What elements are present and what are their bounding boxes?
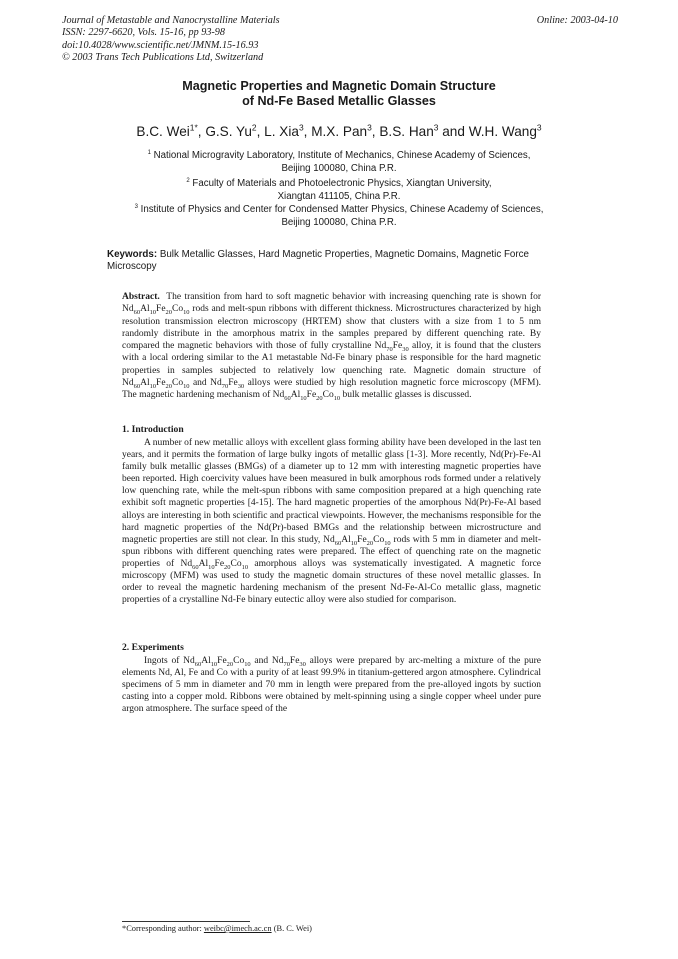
author-sup: 3 bbox=[433, 122, 439, 133]
affiliation-address: Beijing 100080, China P.R. bbox=[281, 216, 397, 228]
affiliation-2 bbox=[0, 178, 678, 203]
element: Fe bbox=[217, 656, 227, 666]
author-sup: 3 bbox=[298, 122, 304, 133]
subscript: 70 bbox=[221, 382, 229, 390]
affiliation-number: 1 bbox=[147, 149, 151, 156]
author-sup: 1* bbox=[189, 122, 198, 133]
author-sep: , bbox=[303, 124, 312, 139]
conjunction: and bbox=[250, 656, 272, 666]
element: Co bbox=[171, 378, 184, 389]
subscript: 10 bbox=[208, 563, 215, 571]
subscript: 20 bbox=[165, 309, 172, 317]
element: Fe bbox=[306, 390, 317, 401]
element: Co bbox=[171, 304, 184, 315]
body-text: A number of new metallic alloys with excellent glass forming ability have been developed in the last ten years, and it permits the formation of large bulky ingots of metallic glass [1-3]. More recently, Nd(Pr)-Fe-Al family bulk metallic glasses (BMGs) of a diameter up to 12 mm with interesting magnetic properties have been reported. High coercivity values have been measured in bulk amorphous rods formed under a relatively low quenching rate, while the melt-spun ribbons with same composition prepared at a high quenching rate exhibit soft magnetic properties [4-15]. The hard magnetic properties of the amorphous Nd(Pr)-Fe-Al based alloys are interesting in both scientific and practical viewpoints. However, the mechanisms responsible for the hard magnetic properties of the Nd(Pr)-based BMGs and the relationship between microstructure and magnetic properties are still not clear. In this study, Nd bbox=[122, 438, 541, 545]
author-sup: 3 bbox=[367, 122, 372, 133]
footnote bbox=[122, 924, 312, 933]
author-sup: 3 bbox=[536, 122, 542, 133]
author-sup: 2 bbox=[251, 122, 257, 133]
author-name: L. Xia bbox=[264, 124, 299, 139]
element: Fe bbox=[156, 304, 166, 315]
body-text: rods with 5 mm in diameter and melt-spun ribbons with different quenching rates were prepared. The effect of quenching rate on the magnetic properties of Nd bbox=[122, 534, 541, 569]
element: Fe bbox=[156, 378, 166, 389]
online-date: Online: 2003-04-10 bbox=[536, 15, 618, 26]
title-line-1: Magnetic Properties and Magnetic Domain Structure bbox=[182, 79, 496, 93]
affiliation-number: 3 bbox=[134, 203, 138, 210]
subscript: 20 bbox=[165, 382, 172, 390]
conjunction: and bbox=[189, 378, 211, 389]
subscript: 10 bbox=[244, 660, 251, 668]
subscript: 60 bbox=[133, 309, 141, 317]
abstract-text: alloys were studied by high resolution magnetic force microscopy (MFM). The magnetic hardening mechanism of Nd bbox=[122, 378, 541, 401]
subscript: 60 bbox=[334, 539, 342, 547]
element: Al bbox=[341, 534, 351, 545]
footnote-divider bbox=[122, 921, 250, 922]
affiliation-address: Beijing 100080, China P.R. bbox=[281, 162, 397, 174]
element: Co bbox=[230, 558, 242, 569]
keywords bbox=[107, 249, 547, 274]
affiliation-text: National Microgravity Laboratory, Institute of Mechanics, Chinese Academy of Sciences, bbox=[153, 150, 531, 161]
element: Co bbox=[322, 390, 334, 401]
element: Fe bbox=[392, 341, 403, 352]
introduction-paragraph bbox=[122, 437, 541, 606]
subscript: 20 bbox=[316, 395, 323, 403]
body-text: amorphous alloys was systematically investigated. A magnetic force microscopy (MFM) was used to study the magnetic domain structures of these novel metallic glasses. In order to reveal the magnetic hardening mechanism of the present Nd-Fe-Al-Co metallic glass, magnetic properties of a crystalline Nd-Fe binary eutectic alloy were also studied for comparison. bbox=[122, 558, 541, 606]
paper-title bbox=[0, 79, 678, 109]
issn: ISSN: 2297-6620, Vols. 15-16, pp 93-98 bbox=[62, 27, 225, 39]
subscript: 10 bbox=[183, 382, 190, 390]
author-name: G.S. Yu bbox=[205, 124, 252, 139]
abstract-label: Abstract. bbox=[122, 292, 160, 302]
author-sep: and bbox=[438, 124, 469, 139]
author-name: B.C. Wei bbox=[136, 124, 190, 139]
subscript: 30 bbox=[402, 346, 409, 354]
keywords-text: Bulk Metallic Glasses, Hard Magnetic Properties, Magnetic Domains, Magnetic Force Microscopy bbox=[107, 249, 529, 273]
element: Al bbox=[290, 390, 301, 401]
subscript: 10 bbox=[350, 539, 358, 547]
subscript: 60 bbox=[192, 563, 199, 571]
footnote-label: *Corresponding author: bbox=[122, 924, 204, 933]
subscript: 70 bbox=[386, 346, 393, 354]
subscript: 20 bbox=[224, 563, 231, 571]
subscript: 10 bbox=[210, 660, 218, 668]
subscript: 10 bbox=[149, 309, 157, 317]
affiliation-3 bbox=[0, 204, 678, 229]
element: Al bbox=[140, 378, 150, 389]
element: Fe bbox=[228, 378, 238, 389]
subscript: 10 bbox=[384, 539, 391, 547]
element: Nd bbox=[210, 378, 222, 389]
author-sep: , bbox=[256, 124, 265, 139]
affiliation-1 bbox=[0, 150, 678, 175]
journal-header bbox=[62, 15, 618, 65]
abstract bbox=[122, 291, 541, 402]
abstract-text: rods and melt-spun ribbons with different thickness. Microstructures characterized by high resolution transmission electron microscopy (HRTEM) show that clusters with a size from 1 to 5 nm randomly distribute in the amorphous matrix in the samples prepared by different quenching rate. By compared the magnetic behaviors with those of fully crystalline Nd bbox=[122, 304, 541, 352]
author-name: M.X. Pan bbox=[311, 124, 368, 139]
subscript: 60 bbox=[194, 660, 202, 668]
subscript: 60 bbox=[284, 395, 291, 403]
element: Al bbox=[140, 304, 150, 315]
affiliation-number: 2 bbox=[186, 177, 190, 184]
element: Al bbox=[201, 656, 211, 666]
body-text: alloys were prepared by arc-melting a mixture of the pure elements Nd, Al, Fe and Co with a purity of at least 99.9% in titanium-gettered argon atmosphere. Cylindrical specimens of 5 mm in diameter and 70 mm in length were prepared from the pre-alloyed ingots by suction casting into a copper mold. Ribbons were obtained by melt-spinning using a single copper wheel under pure argon atmosphere. The surface speed of the bbox=[122, 656, 542, 715]
subscript: 10 bbox=[183, 309, 190, 317]
affiliation-text: Faculty of Materials and Photoelectronic Physics, Xiangtan University, bbox=[192, 178, 492, 189]
footnote-author: (B. C. Wei) bbox=[271, 924, 312, 933]
subscript: 30 bbox=[237, 382, 245, 390]
copyright: © 2003 Trans Tech Publications Ltd, Switzerland bbox=[62, 52, 264, 64]
subscript: 10 bbox=[241, 563, 249, 571]
doi: doi:10.4028/www.scientific.net/JMNM.15-16.93 bbox=[62, 39, 259, 51]
subscript: 60 bbox=[133, 382, 141, 390]
author-list bbox=[0, 124, 678, 139]
subscript: 10 bbox=[149, 382, 157, 390]
author-name: W.H. Wang bbox=[468, 124, 537, 139]
keywords-label: Keywords: bbox=[107, 249, 158, 260]
corresponding-email-link[interactable]: weibc@imech.ac.cn bbox=[203, 924, 272, 933]
element: Al bbox=[198, 558, 209, 569]
element: Co bbox=[233, 656, 245, 666]
author-name: B.S. Han bbox=[379, 124, 434, 139]
subscript: 30 bbox=[299, 660, 306, 668]
element: Fe bbox=[214, 558, 225, 569]
body-text: Ingots of Nd bbox=[144, 656, 195, 666]
subscript: 70 bbox=[283, 660, 290, 668]
subscript: 10 bbox=[300, 395, 307, 403]
abstract-text: alloy, it is found that the clusters with a local ordering similar to the A1 metastable Nd-Fe binary phase is responsible for the hard magnetic properties in samples subjected to relatively low quenching rate. Magnetic domain structure of Nd bbox=[122, 341, 541, 389]
element: Fe bbox=[357, 534, 367, 545]
abstract-text: bulk metallic glasses is discussed. bbox=[340, 390, 472, 401]
experiments-paragraph bbox=[122, 655, 541, 715]
affiliation-address: Xiangtan 411105, China P.R. bbox=[277, 190, 401, 202]
element: Nd bbox=[271, 656, 284, 666]
subscript: 10 bbox=[333, 395, 341, 403]
affiliation-text: Institute of Physics and Center for Condensed Matter Physics, Chinese Academy of Sciences, bbox=[140, 204, 544, 215]
author-sep: , bbox=[197, 124, 206, 139]
element: Fe bbox=[289, 656, 300, 666]
subscript: 20 bbox=[226, 660, 234, 668]
element: Co bbox=[373, 534, 385, 545]
title-line-2: of Nd-Fe Based Metallic Glasses bbox=[242, 94, 436, 108]
author-sep: , bbox=[371, 124, 380, 139]
abstract-text: The transition from hard to soft magnetic behavior with increasing quenching rate is shown for Nd bbox=[122, 292, 541, 315]
section-heading-introduction: 1. Introduction bbox=[122, 424, 184, 435]
section-heading-experiments: 2. Experiments bbox=[122, 642, 184, 653]
journal-name: Journal of Metastable and Nanocrystalline Materials bbox=[62, 15, 280, 26]
subscript: 20 bbox=[366, 539, 374, 547]
